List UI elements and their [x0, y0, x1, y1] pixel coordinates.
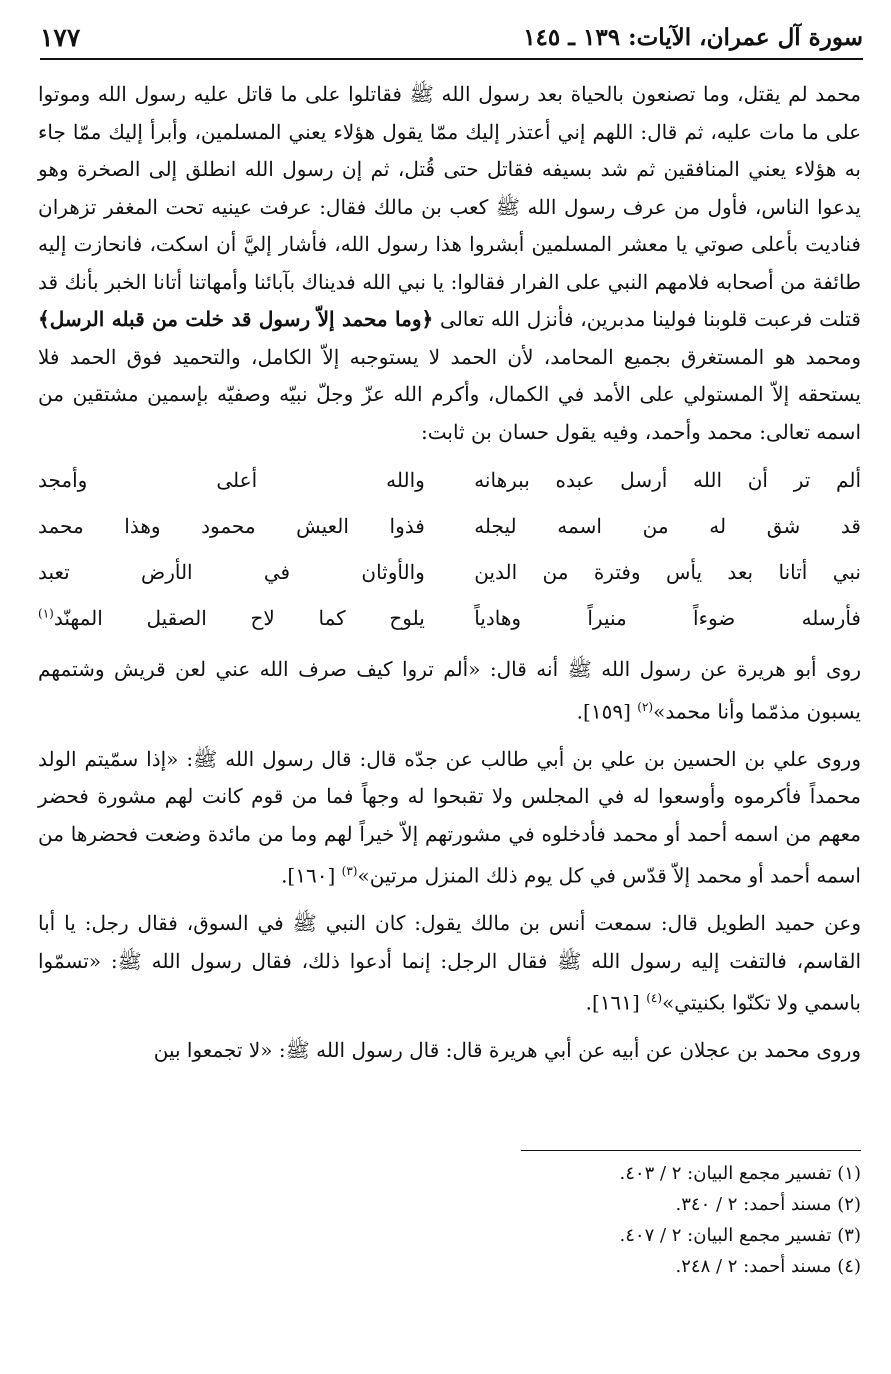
- footnote-text: تفسير مجمع البيان: ٢ / ٤٠٣.: [619, 1163, 832, 1184]
- footnote-item: [361, 1189, 861, 1220]
- verse-first-hemistich: ألم تر أن الله أرسل عبده ببرهانه: [474, 468, 861, 492]
- footnote-text: تفسير مجمع البيان: ٢ / ٤٠٧.: [619, 1225, 832, 1246]
- paragraph-5: [38, 1032, 861, 1070]
- footnote-item: [361, 1158, 861, 1189]
- poem: [38, 457, 861, 641]
- verse-first-hemistich: نبي أتانا بعد يأس وفترة من الدين: [474, 560, 861, 584]
- footnote-ref: (٣): [341, 864, 358, 879]
- page-number: ١٧٧: [40, 22, 81, 52]
- hadith-number: [١٦١].: [585, 990, 640, 1015]
- paragraph-1: [38, 76, 861, 451]
- verse-first-hemistich: قد شق له من اسمه ليجله: [474, 514, 861, 538]
- footnote-item: [361, 1220, 861, 1251]
- hadith-number: [١٥٩].: [576, 699, 631, 724]
- paragraph-5-text: وروى محمد بن عجلان عن أبيه عن أبي هريرة قال: قال رسول الله ﷺ: «لا تجمعوا بين: [153, 1038, 861, 1063]
- paragraph-4-text: وعن حميد الطويل قال: سمعت أنس بن مالك يقول: كان النبي ﷺ في السوق، فقال رجل: يا أبا القاسم، فالتفت إليه رسول الله ﷺ فقال الرجل: إنما أدعوا ذلك، فقال رسول الله ﷺ: «تسمّوا باسمي ولا تكنّوا بكنيتي»: [38, 911, 861, 1015]
- footnote-number: (٤): [837, 1256, 861, 1277]
- verse-second-hemistich: [38, 606, 425, 630]
- verse-second-hemistich: والله أعلى وأمجد: [38, 468, 425, 492]
- footnote-ref: (٤): [646, 991, 663, 1006]
- paragraph-3-text: وروى علي بن الحسين بن علي بن أبي طالب عن جدّه قال: قال رسول الله ﷺ: «إذا سمّيتم الولد محمداً فأكرموه وأوسعوا له في المجلس ولا تقبحوا له وجهاً فما من قوم كانت لهم مشورة فحضر معهم من اسمه أحمد أو محمد فأدخلوه في مشورتهم إلاّ خيراً لهم وما من مائدة وضعت فحضرها من اسمه أحمد أو محمد إلاّ قدّس في كل يوم ذلك المنزل مرتين»: [38, 746, 861, 888]
- footnote-divider: [521, 1150, 861, 1151]
- verse-first-hemistich: فأرسله ضوءاً منيراً وهادياً: [474, 606, 861, 630]
- footnote-text: مسند أحمد: ٢ / ٢٤٨.: [675, 1256, 832, 1277]
- page-body: [38, 76, 861, 1070]
- page-header: [40, 16, 863, 60]
- verse-second-hemistich: والأوثان في الأرض تعبد: [38, 560, 425, 584]
- paragraph-3: [38, 741, 861, 896]
- poem-verse: [38, 595, 861, 641]
- paragraph-1-text-b: ومحمد هو المستغرق بجميع المحامد، لأن الحمد لا يستوجبه إلاّ الكامل، والتحميد فوق الحمد فلا يستحقه إلاّ المستولي على الأمد في الكمال، وأكرم الله عزّ وجلّ نبيّه وصفيّه بإسمين مشتقين من اسمه تعالى: محمد وأحمد، وفيه يقول حسان بن ثابت:: [38, 344, 861, 444]
- poem-verse: [38, 549, 861, 595]
- footnotes: [361, 1158, 861, 1282]
- hadith-number: [١٦٠].: [281, 863, 336, 888]
- paragraph-2: [38, 651, 861, 731]
- verse-second-hemistich: فذوا العيش محمود وهذا محمد: [38, 514, 425, 538]
- poem-verse: [38, 503, 861, 549]
- paragraph-4: [38, 905, 861, 1022]
- footnote-number: (١): [837, 1163, 861, 1184]
- verse-text: يلوح كما لاح الصقيل المهنّد: [53, 606, 425, 630]
- footnote-number: (٢): [837, 1194, 861, 1215]
- paragraph-1-text-a: محمد لم يقتل، وما تصنعون بالحياة بعد رسول الله ﷺ فقاتلوا على ما قاتل عليه رسول الله وموتوا على ما مات عليه، ثم قال: اللهم إني أعتذر إليك ممّا يقول هؤلاء يعني المسلمين، وأبرأ إليك ممّا جاء به هؤلاء يعني المنافقين ثم شد بسيفه فقاتل حتى قُتل، ثم إن رسول الله انطلق إلى الصخرة وهو يدعوا الناس، فأول من عرف رسول الله ﷺ كعب بن مالك فقال: عرفت عينيه تحت المغفر تزهران فناديت بأعلى صوتي يا معشر المسلمين أبشروا هذا رسول الله، فأشار إليَّ أن اسكت، فانحازت إليه طائفة من أصحابه فلامهم النبي على الفرار فقالوا: يا نبي الله فديناك بآبائنا وأمهاتنا أتانا الخبر بأنك قد قتلت فرعبت قلوبنا فولينا مدبرين، فأنزل الله تعالى: [38, 82, 861, 331]
- footnote-item: [361, 1251, 861, 1282]
- chapter-title: سورة آل عمران، الآيات: ١٣٩ ـ ١٤٥: [523, 23, 863, 51]
- quran-quote: ﴿وما محمد إلاّ رسول قد خلت من قبله الرسل﴾: [38, 307, 434, 331]
- paragraph-2-text: روى أبو هريرة عن رسول الله ﷺ أنه قال: «ألم تروا كيف صرف الله عني لعن قريش وشتمهم يسبون مذمّما وأنا محمد»: [38, 657, 861, 724]
- footnote-ref: (٢): [637, 699, 654, 714]
- footnote-number: (٣): [837, 1225, 861, 1246]
- footnote-text: مسند أحمد: ٢ / ٣٤٠.: [675, 1194, 832, 1215]
- footnote-ref: (١): [38, 606, 54, 621]
- poem-verse: [38, 457, 861, 503]
